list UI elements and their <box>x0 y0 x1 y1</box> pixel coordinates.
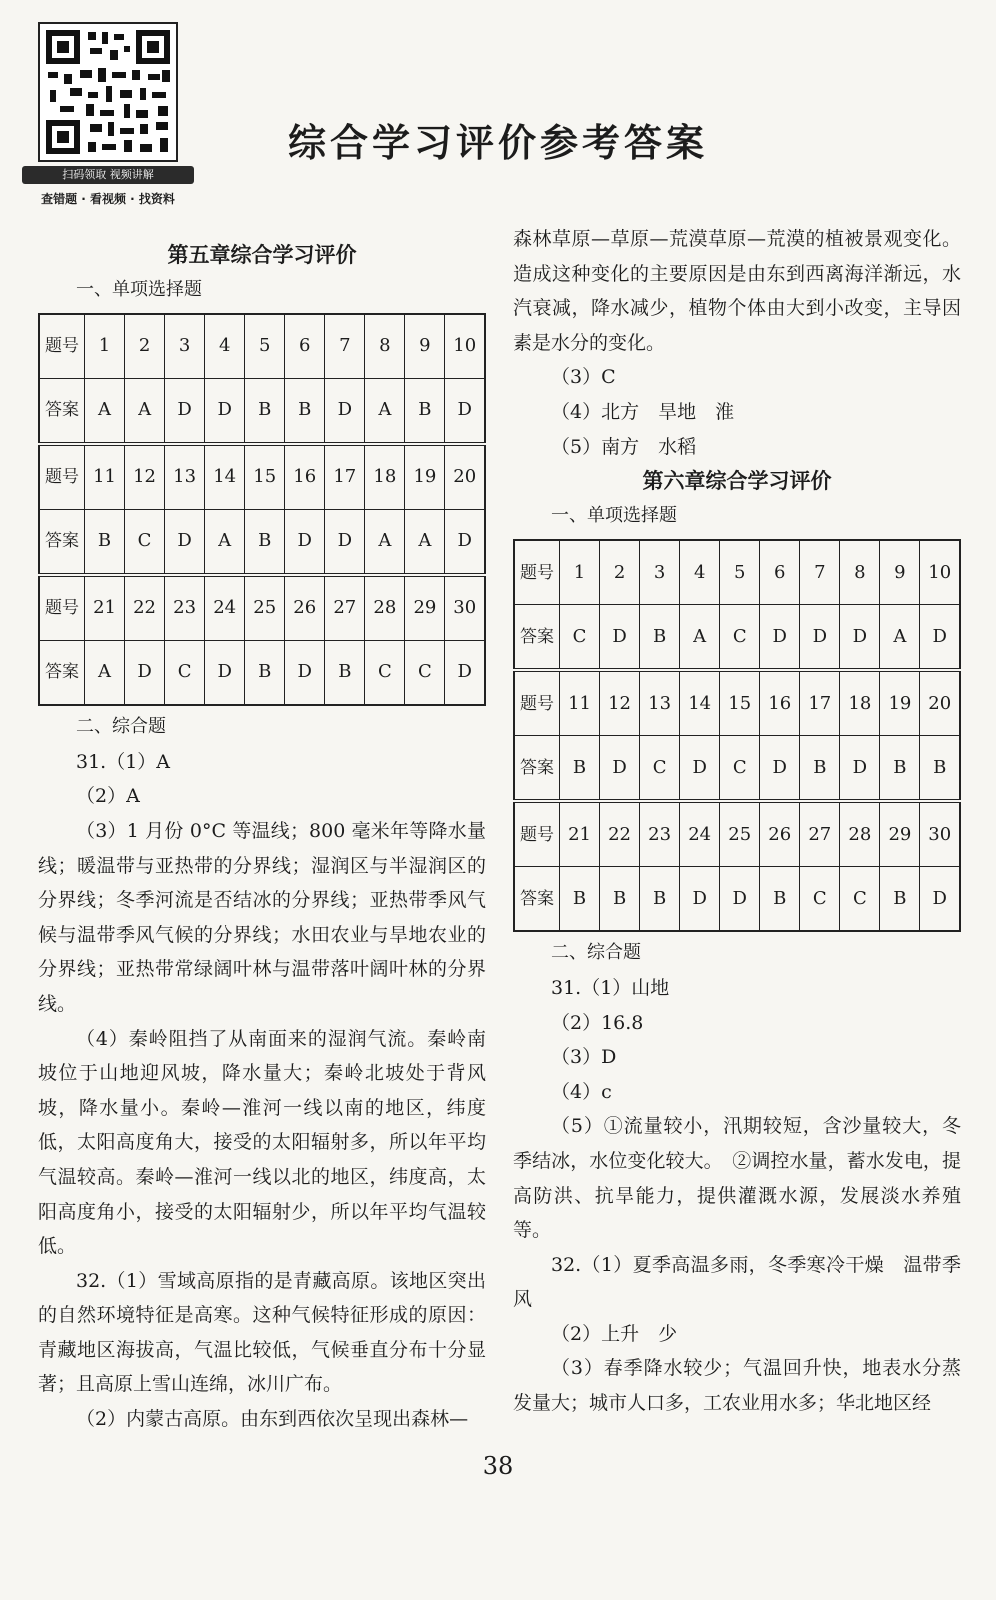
table-cell: 23 <box>165 575 205 641</box>
table-cell: B <box>85 510 125 576</box>
answer-label: 答案 <box>514 867 560 932</box>
table-cell: 28 <box>365 575 405 641</box>
answer-paragraph: （5）南方 水稻 <box>551 435 697 458</box>
table-cell: 14 <box>680 670 720 736</box>
answer-paragraph: （3）C <box>551 366 616 389</box>
table-cell: 1 <box>560 540 600 605</box>
table-cell: B <box>600 867 640 932</box>
table-cell: B <box>560 867 600 932</box>
table-cell: C <box>720 736 760 802</box>
table-cell: A <box>365 510 405 576</box>
table-cell: D <box>165 510 205 576</box>
table-cell: 24 <box>205 575 245 641</box>
table-row <box>514 670 960 736</box>
table-cell: D <box>600 736 640 802</box>
table-cell: 4 <box>205 314 245 379</box>
table-cell: 8 <box>840 540 880 605</box>
answer-paragraph: （4）c <box>551 1080 612 1103</box>
table-cell: 20 <box>920 670 960 736</box>
table-cell: 2 <box>125 314 165 379</box>
table-cell: B <box>560 736 600 802</box>
table-cell: D <box>445 379 485 445</box>
table-cell: D <box>285 641 325 706</box>
answer-paragraph: （2）内蒙古高原。由东到西依次呈现出森林— <box>76 1408 469 1431</box>
answer-paragraph: 31.（1）A <box>76 750 171 773</box>
table-cell: A <box>85 641 125 706</box>
table-cell: 24 <box>680 801 720 867</box>
chapter5-title: 第五章综合学习评价 <box>167 243 357 267</box>
table-cell: 12 <box>600 670 640 736</box>
table-cell: A <box>205 510 245 576</box>
table-cell: B <box>640 867 680 932</box>
table-cell: 21 <box>85 575 125 641</box>
answer-paragraph: 31.（1）山地 <box>551 976 670 999</box>
table-cell: 7 <box>325 314 365 379</box>
question-label: 题号 <box>39 444 85 510</box>
table-cell: D <box>800 605 840 671</box>
table-cell: B <box>760 867 800 932</box>
left-column <box>38 238 486 1437</box>
table-cell: 20 <box>445 444 485 510</box>
table-cell: 26 <box>760 801 800 867</box>
table-cell: D <box>445 641 485 706</box>
table-cell: D <box>165 379 205 445</box>
question-label: 题号 <box>514 540 560 605</box>
table-cell: B <box>920 736 960 802</box>
table-cell: B <box>880 736 920 802</box>
table-cell: D <box>920 867 960 932</box>
table-cell: 16 <box>285 444 325 510</box>
table-cell: 7 <box>800 540 840 605</box>
table-cell: 30 <box>445 575 485 641</box>
chapter6-title: 第六章综合学习评价 <box>642 469 832 494</box>
table-row <box>39 379 485 445</box>
table-cell: C <box>720 605 760 671</box>
table-cell: B <box>285 379 325 445</box>
table-cell: D <box>920 605 960 671</box>
table-cell: D <box>720 867 760 932</box>
answer-paragraph: （3）1 月份 0°C 等温线；800 毫米年等降水量线；暖温带与亚热带的分界线；湿润区与半湿润区的分界线；冬季河流是否结冰的分界线；亚热带季风气候与温带季风气候的分界线；水田农业与旱地农业的分界线；亚热带常绿阔叶林与温带落叶阔叶林的分界线。 <box>38 819 486 1015</box>
table-cell: B <box>245 510 285 576</box>
table-row <box>39 575 485 641</box>
table-cell: C <box>365 641 405 706</box>
table-cell: 5 <box>245 314 285 379</box>
table-cell: D <box>840 736 880 802</box>
table-cell: D <box>680 867 720 932</box>
table-row <box>514 867 960 932</box>
table-cell: 28 <box>840 801 880 867</box>
table-cell: 29 <box>880 801 920 867</box>
table-cell: 30 <box>920 801 960 867</box>
table-cell: D <box>125 641 165 706</box>
table-row <box>39 510 485 576</box>
table-cell: 22 <box>600 801 640 867</box>
table-cell: D <box>285 510 325 576</box>
table-cell: 8 <box>365 314 405 379</box>
table-cell: C <box>560 605 600 671</box>
question-label: 题号 <box>514 801 560 867</box>
table-cell: 27 <box>325 575 365 641</box>
table-cell: 25 <box>245 575 285 641</box>
table-cell: B <box>640 605 680 671</box>
table-cell: D <box>445 510 485 576</box>
table-cell: C <box>840 867 880 932</box>
table-row <box>514 736 960 802</box>
table-cell: 13 <box>165 444 205 510</box>
chapter6-section2-heading: 二、综合题 <box>551 942 641 964</box>
table-cell: 27 <box>800 801 840 867</box>
answer-paragraph: 森林草原—草原—荒漠草原—荒漠的植被景观变化。造成这种变化的主要原因是由东到西离海洋渐远，水汽衰减，降水减少，植物个体由大到小改变，主导因素是水分的变化。 <box>513 228 961 354</box>
table-cell: 6 <box>760 540 800 605</box>
table-cell: 11 <box>85 444 125 510</box>
answer-label: 答案 <box>39 510 85 576</box>
table-cell: 14 <box>205 444 245 510</box>
table-row <box>514 605 960 671</box>
question-label: 题号 <box>39 575 85 641</box>
table-cell: C <box>640 736 680 802</box>
right-column <box>513 222 961 1421</box>
chapter6-answer-table <box>513 539 961 932</box>
table-cell: C <box>125 510 165 576</box>
table-cell: 10 <box>445 314 485 379</box>
table-cell: 19 <box>405 444 445 510</box>
question-label: 题号 <box>514 670 560 736</box>
table-cell: 15 <box>720 670 760 736</box>
table-cell: A <box>680 605 720 671</box>
table-cell: B <box>325 641 365 706</box>
table-cell: A <box>405 510 445 576</box>
table-cell: 3 <box>640 540 680 605</box>
table-cell: 12 <box>125 444 165 510</box>
chapter5-section2-heading: 二、综合题 <box>76 716 166 738</box>
table-cell: D <box>680 736 720 802</box>
table-cell: 18 <box>365 444 405 510</box>
table-cell: 2 <box>600 540 640 605</box>
table-cell: D <box>205 641 245 706</box>
table-row <box>39 444 485 510</box>
table-cell: 21 <box>560 801 600 867</box>
answer-paragraph: （4）北方 旱地 淮 <box>551 400 735 423</box>
table-cell: A <box>125 379 165 445</box>
chapter5-answer-table <box>38 313 486 706</box>
answer-paragraph: （2）A <box>76 785 140 808</box>
table-row <box>39 641 485 706</box>
table-row <box>514 540 960 605</box>
table-cell: A <box>365 379 405 445</box>
table-cell: 17 <box>800 670 840 736</box>
table-cell: C <box>165 641 205 706</box>
table-cell: D <box>840 605 880 671</box>
table-row <box>514 801 960 867</box>
answer-paragraph: （3）春季降水较少；气温回升快，地表水分蒸发量大；城市人口多，工农业用水多；华北地区经 <box>513 1357 961 1415</box>
table-cell: B <box>800 736 840 802</box>
question-label: 题号 <box>39 314 85 379</box>
table-cell: 13 <box>640 670 680 736</box>
table-cell: 15 <box>245 444 285 510</box>
table-cell: D <box>760 605 800 671</box>
table-cell: D <box>325 379 365 445</box>
table-cell: 4 <box>680 540 720 605</box>
table-cell: 16 <box>760 670 800 736</box>
table-cell: 1 <box>85 314 125 379</box>
table-cell: 17 <box>325 444 365 510</box>
table-cell: 5 <box>720 540 760 605</box>
table-cell: C <box>405 641 445 706</box>
table-cell: 11 <box>560 670 600 736</box>
table-cell: B <box>405 379 445 445</box>
table-cell: 3 <box>165 314 205 379</box>
answer-paragraph: （2）16.8 <box>551 1011 644 1034</box>
chapter5-section1-heading: 一、单项选择题 <box>76 278 202 300</box>
answer-paragraph: （3）D <box>551 1046 617 1069</box>
answer-label: 答案 <box>39 379 85 445</box>
table-cell: 6 <box>285 314 325 379</box>
table-cell: 26 <box>285 575 325 641</box>
answer-paragraph: 32.（1）夏季高温多雨，冬季寒冷干燥 温带季风 <box>513 1253 961 1311</box>
chapter6-section1-heading: 一、单项选择题 <box>551 504 677 526</box>
table-cell: 22 <box>125 575 165 641</box>
table-cell: D <box>760 736 800 802</box>
answer-paragraph: （5）①流量较小，汛期较短，含沙量较大，冬季结冰，水位变化较大。 ②调控水量，蓄水发电，提高防洪、抗旱能力，提供灌溉水源，发展淡水养殖等。 <box>513 1115 961 1242</box>
answer-label: 答案 <box>514 736 560 802</box>
table-cell: B <box>245 641 285 706</box>
table-cell: 18 <box>840 670 880 736</box>
qr-caption: 查错题 · 看视频 · 找资料 <box>41 192 175 206</box>
answer-paragraph: 32.（1）雪域高原指的是青藏高原。该地区突出的自然环境特征是高寒。这种气候特征形成的原因：青藏地区海拔高，气温比较低，气候垂直分布十分显著；且高原上雪山连绵，冰川广布。 <box>38 1269 486 1396</box>
table-cell: 19 <box>880 670 920 736</box>
table-cell: A <box>880 605 920 671</box>
table-cell: D <box>600 605 640 671</box>
table-cell: A <box>85 379 125 445</box>
answer-paragraph: （2）上升 少 <box>551 1322 678 1345</box>
table-row <box>39 314 485 379</box>
table-cell: 10 <box>920 540 960 605</box>
table-cell: D <box>205 379 245 445</box>
table-cell: 25 <box>720 801 760 867</box>
table-cell: 9 <box>405 314 445 379</box>
answer-paragraph: （4）秦岭阻挡了从南面来的湿润气流。秦岭南坡位于山地迎风坡，降水量大；秦岭北坡处于背风坡，降水量小。秦岭—淮河一线以南的地区，纬度低，太阳高度角大，接受的太阳辐射多，所以年平均气温较高。秦岭—淮河一线以北的地区，纬度高，太阳高度角小，接受的太阳辐射少，所以年平均气温较低。 <box>38 1027 486 1258</box>
table-cell: 9 <box>880 540 920 605</box>
qr-banner: 扫码领取 视频讲解 <box>22 166 194 184</box>
table-cell: D <box>325 510 365 576</box>
table-cell: B <box>880 867 920 932</box>
table-cell: B <box>245 379 285 445</box>
table-cell: C <box>800 867 840 932</box>
table-cell: 29 <box>405 575 445 641</box>
answer-label: 答案 <box>514 605 560 671</box>
page-title: 综合学习评价参考答案 <box>287 121 708 165</box>
answer-label: 答案 <box>39 641 85 706</box>
page-number: 38 <box>482 1452 514 1480</box>
table-cell: 23 <box>640 801 680 867</box>
